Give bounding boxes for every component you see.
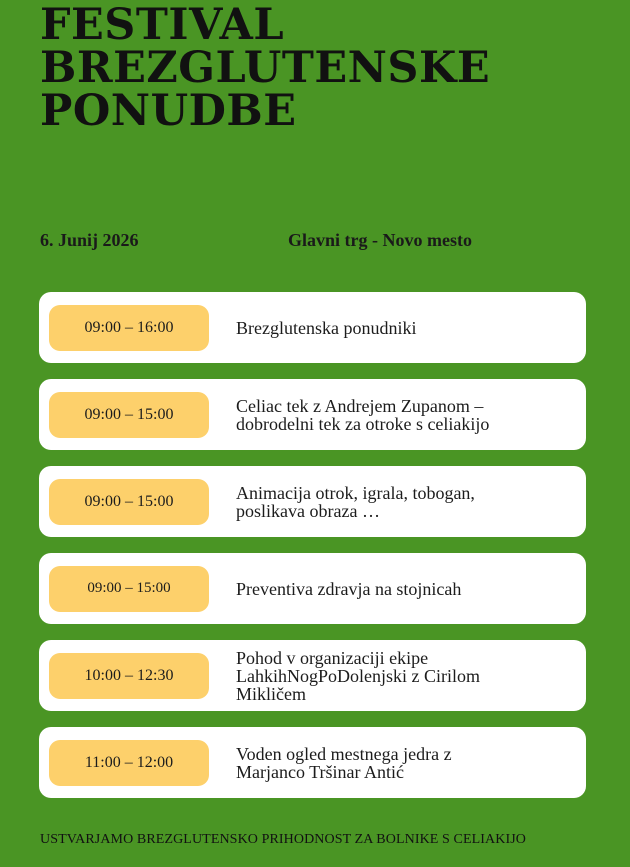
description-line: Voden ogled mestnega jedra z (236, 743, 452, 764)
description-line: Brezglutenska ponudniki (236, 317, 417, 338)
time-badge: 09:00 – 16:00 (49, 305, 209, 351)
event-location: Glavni trg - Novo mesto (288, 230, 472, 250)
event-description (236, 397, 546, 433)
title-line-3: PONUDBE (40, 86, 297, 136)
time-badge: 09:00 – 15:00 (49, 392, 209, 438)
description-line: Marjanco Tršinar Antić (236, 761, 404, 782)
event-description (236, 649, 546, 703)
description-line: poslikava obraza … (236, 500, 380, 521)
event-description (236, 580, 546, 598)
schedule-item (39, 727, 586, 798)
description-line: Animacija otrok, igrala, tobogan, (236, 482, 475, 503)
description-line: Preventiva zdravja na stojnicah (236, 578, 462, 599)
time-badge: 09:00 – 15:00 (49, 566, 209, 612)
schedule-item (39, 379, 586, 450)
event-description (236, 319, 546, 337)
schedule-item (39, 640, 586, 711)
title-line-2: BREZGLUTENSKE (40, 43, 491, 93)
description-line: dobrodelni tek za otroke s celiakijo (236, 413, 490, 434)
schedule-list (39, 292, 586, 814)
description-line: Pohod v organizaciji ekipe (236, 647, 429, 668)
event-description (236, 745, 546, 781)
time-badge: 11:00 – 12:00 (49, 740, 209, 786)
event-description (236, 484, 546, 520)
poster-title (40, 0, 491, 136)
event-date: 6. Junij 2026 (40, 230, 139, 250)
schedule-item (39, 553, 586, 624)
time-badge: 10:00 – 12:30 (49, 653, 209, 699)
description-line: LahkihNogPoDolenjski z Cirilom (236, 665, 480, 686)
schedule-item (39, 292, 586, 363)
time-badge: 09:00 – 15:00 (49, 479, 209, 525)
description-line: Celiac tek z Andrejem Zupanom – (236, 395, 484, 416)
description-line: Mikličem (236, 683, 306, 704)
title-line-1: FESTIVAL (40, 0, 285, 50)
schedule-item (39, 466, 586, 537)
footer-slogan: USTVARJAMO BREZGLUTENSKO PRIHODNOST ZA BOLNIKE S CELIAKIJO (40, 832, 526, 847)
